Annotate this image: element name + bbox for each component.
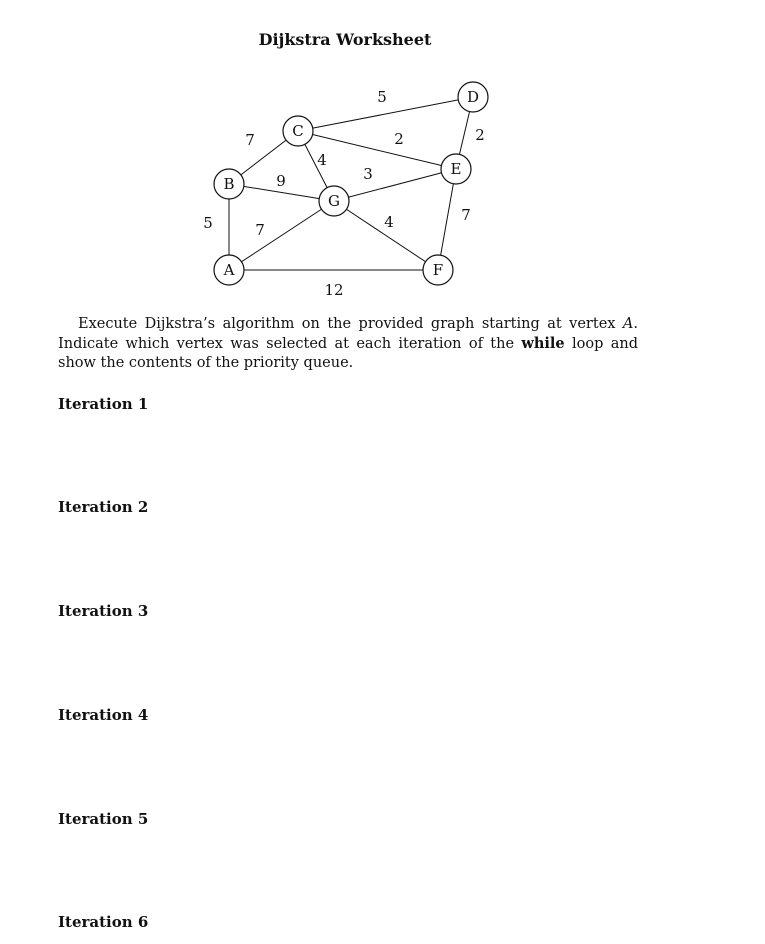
weight-a-g: 7 xyxy=(255,221,265,239)
instructions-part-3: loop and show the contents of the priority queue. xyxy=(58,336,638,371)
vertex-g xyxy=(319,186,349,216)
weight-g-f: 4 xyxy=(384,213,394,231)
vertex-e xyxy=(441,154,471,184)
weight-d-e: 2 xyxy=(475,126,485,144)
vertex-c xyxy=(283,116,313,146)
instructions-part-2: . Indicate which vertex was selected at each iteration of the xyxy=(58,316,638,352)
vertex-b xyxy=(214,169,244,199)
vertex-d xyxy=(458,82,488,112)
edge-g-f xyxy=(334,201,438,270)
iteration-1-heading: Iteration 1 xyxy=(58,395,149,413)
instructions-paragraph xyxy=(58,315,638,373)
weight-a-f: 12 xyxy=(324,281,344,299)
vertex-f-label: F xyxy=(432,261,444,279)
vertex-g-label: G xyxy=(328,192,340,210)
vertex-d-label: D xyxy=(466,88,480,106)
worksheet-title: Dijkstra Worksheet xyxy=(258,30,432,49)
weight-b-c: 7 xyxy=(245,131,255,149)
weight-c-d: 5 xyxy=(377,88,387,106)
graph-diagram xyxy=(0,0,765,310)
iteration-3-heading: Iteration 3 xyxy=(58,602,149,620)
instructions-part-1: Execute Dijkstra’s algorithm on the provided graph starting at vertex xyxy=(78,316,623,332)
weight-b-g: 9 xyxy=(276,172,286,190)
start-vertex: A xyxy=(622,316,634,332)
vertex-b-label: B xyxy=(223,175,235,193)
edge-a-g xyxy=(229,201,334,270)
while-keyword: while xyxy=(521,335,565,352)
weight-c-e: 2 xyxy=(394,130,404,148)
weight-e-f: 7 xyxy=(461,206,471,224)
vertex-c-label: C xyxy=(292,122,304,140)
iteration-6-heading: Iteration 6 xyxy=(58,913,149,931)
iteration-2-heading: Iteration 2 xyxy=(58,498,149,516)
weight-c-g: 4 xyxy=(317,151,327,169)
weight-a-b: 5 xyxy=(203,214,213,232)
vertex-e-label: E xyxy=(450,160,462,178)
vertex-f xyxy=(423,255,453,285)
iteration-4-heading: Iteration 4 xyxy=(58,706,149,724)
vertex-a-label: A xyxy=(223,261,235,279)
vertex-a xyxy=(214,255,244,285)
iteration-5-heading: Iteration 5 xyxy=(58,810,149,828)
weight-g-e: 3 xyxy=(363,165,373,183)
edge-g-e xyxy=(334,169,456,201)
